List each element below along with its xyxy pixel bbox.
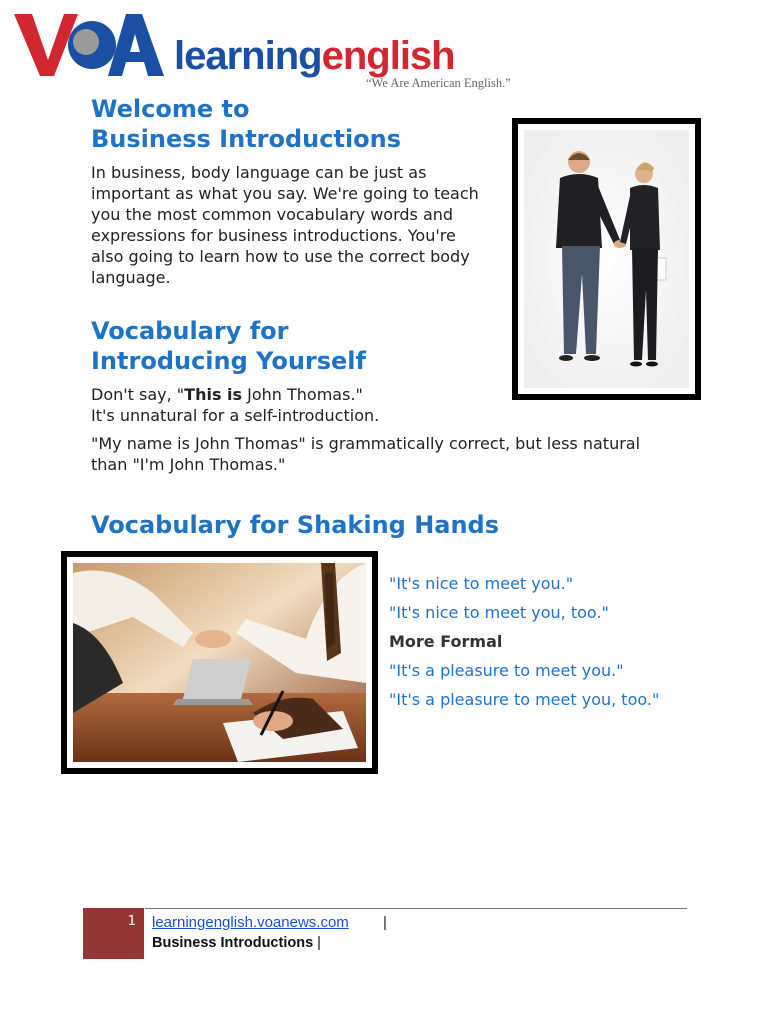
- footer-separator: |: [383, 914, 387, 931]
- desk-handshake-illustration: [73, 563, 366, 762]
- footer-document-title: [152, 935, 321, 951]
- section2-unnatural-note: It's unnatural for a self-introduction.: [91, 406, 380, 425]
- dont-say-bold: This is: [184, 385, 243, 404]
- section1-paragraph: [91, 162, 479, 288]
- section2-title-line2: Introducing Yourself: [91, 347, 366, 375]
- brand-learning: learning: [174, 34, 322, 78]
- page-number: 1: [127, 914, 136, 929]
- section1-title-line1: Welcome to: [91, 95, 250, 123]
- people-illustration: [524, 130, 689, 388]
- dont-say-prefix: Don't say, ": [91, 385, 185, 404]
- voa-logo-icon: [14, 12, 164, 78]
- dont-say-suffix: John Thomas.": [242, 385, 363, 404]
- paragraph-line: also going to learn how to use the correct body: [91, 247, 470, 266]
- paragraph-line: language.: [91, 268, 171, 287]
- quote-nice-to-meet: "It's nice to meet you.": [389, 574, 574, 593]
- paragraph-line: you the most common vocabulary words and: [91, 205, 454, 224]
- footer-title-text: Business Introductions: [152, 935, 314, 951]
- footer-site-link[interactable]: learningenglish.voanews.com: [152, 914, 349, 931]
- voa-learning-english-logo: [14, 12, 534, 92]
- more-formal-label: More Formal: [389, 632, 503, 651]
- brand-english: english: [321, 34, 455, 78]
- section2-grammar-note-line2: than "I'm John Thomas.": [91, 455, 286, 474]
- section2-grammar-note-line1: "My name is John Thomas" is grammatically correct, but less natural: [91, 434, 641, 453]
- section2-dont-say: [91, 384, 363, 405]
- quote-pleasure-too: "It's a pleasure to meet you, too.": [389, 690, 660, 709]
- paragraph-line: expressions for business introductions. You're: [91, 226, 456, 245]
- section2-title-line1: Vocabulary for: [91, 317, 289, 345]
- handshake-people-photo: [512, 118, 701, 400]
- section3-title: Vocabulary for Shaking Hands: [91, 511, 500, 539]
- page-number-box: [83, 908, 144, 959]
- footer-title-separator: |: [317, 935, 321, 951]
- quote-nice-to-meet-too: "It's nice to meet you, too.": [389, 603, 609, 622]
- section1-title-line2: Business Introductions: [91, 125, 402, 153]
- business-handshake-photo: [61, 551, 378, 774]
- brand-tagline: “We Are American English.”: [366, 76, 511, 90]
- quote-pleasure: "It's a pleasure to meet you.": [389, 661, 624, 680]
- paragraph-line: important as what you say. We're going to teach: [91, 184, 479, 203]
- footer-divider: [145, 908, 687, 909]
- paragraph-line: In business, body language can be just as: [91, 163, 427, 182]
- brand-wordmark: [174, 34, 455, 78]
